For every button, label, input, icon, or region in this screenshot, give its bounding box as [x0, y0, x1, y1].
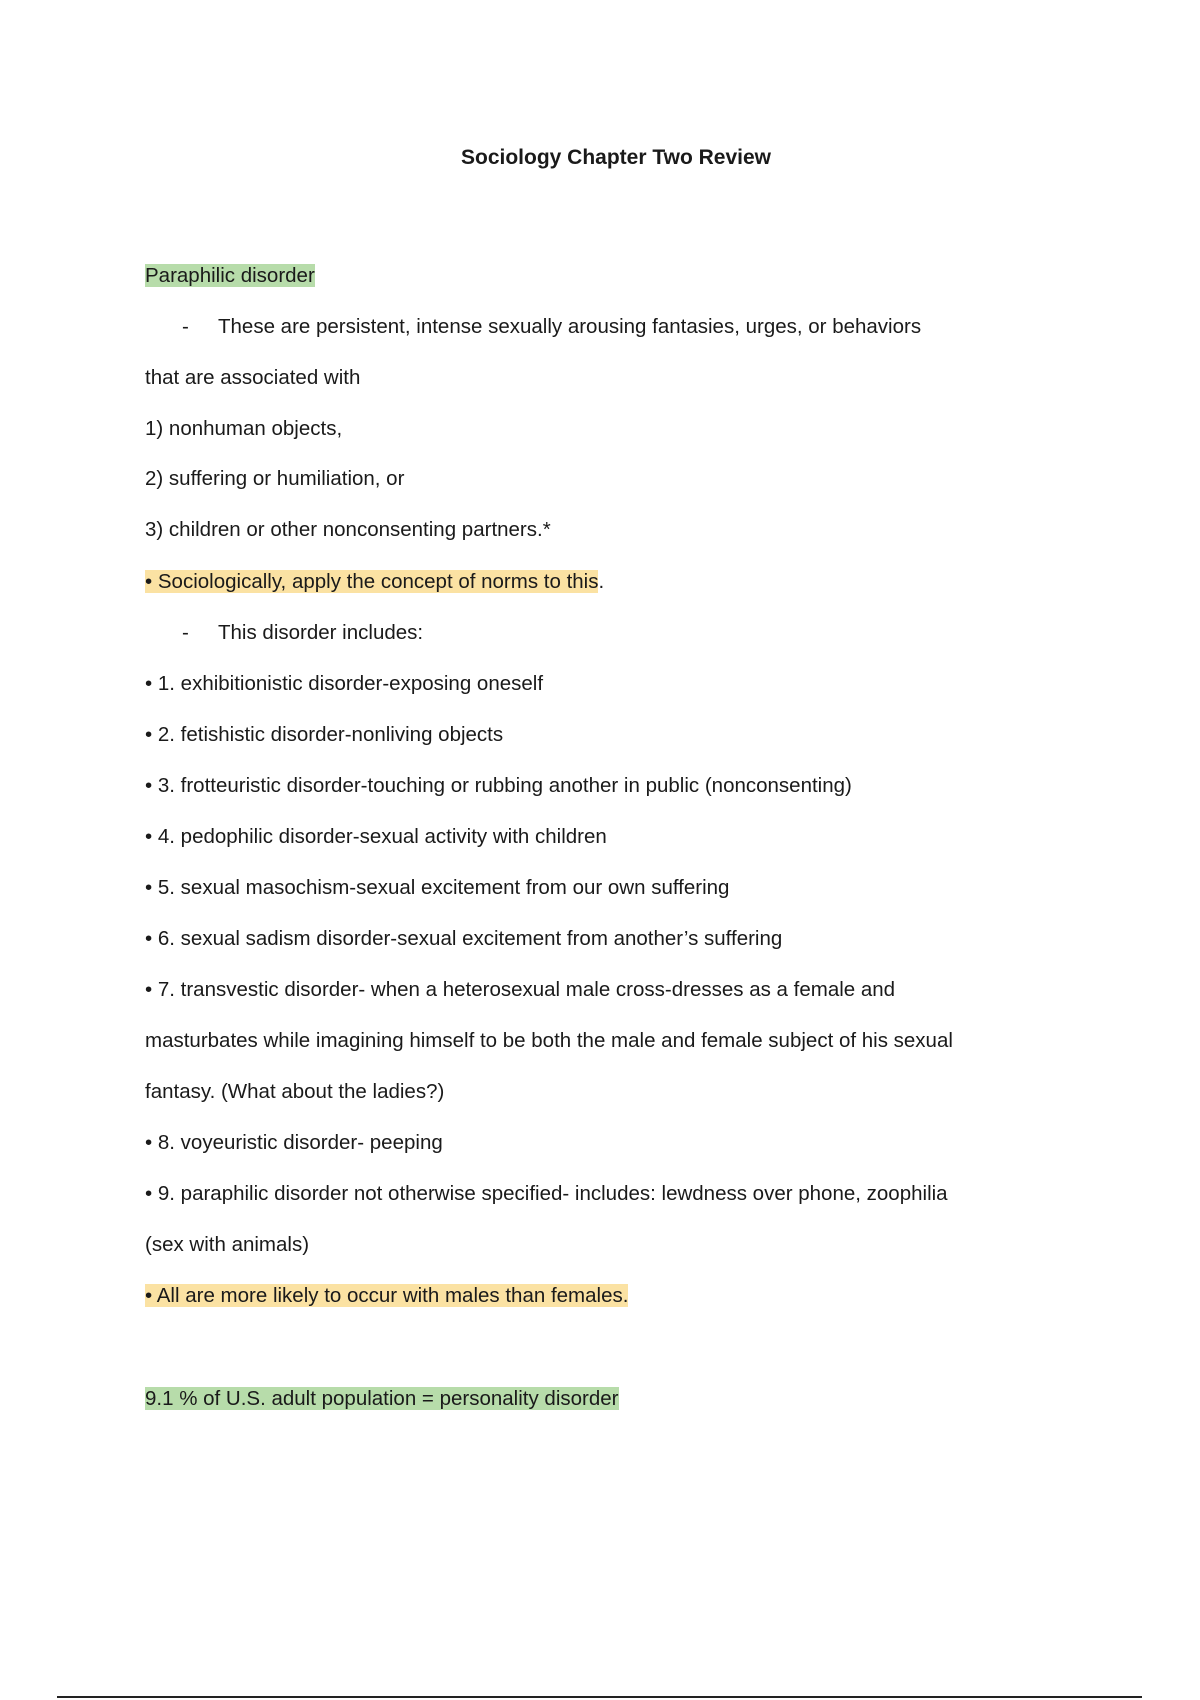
conclusion-note — [145, 1282, 628, 1310]
conclusion-highlight: • All are more likely to occur with males than females. — [145, 1284, 629, 1307]
definition-line-1 — [145, 313, 921, 341]
disorder-item: • 1. exhibitionistic disorder-exposing oneself — [145, 672, 544, 695]
disorder-item-continued: masturbates while imagining himself to be both the male and female subject of his sexual — [145, 1029, 953, 1052]
disorder-item-continued: (sex with animals) — [145, 1233, 310, 1256]
section-heading — [145, 262, 315, 290]
disorder-item: • 6. sexual sadism disorder-sexual excitement from another’s suffering — [145, 927, 783, 950]
list-item-2: 2) suffering or humiliation, or — [145, 467, 405, 490]
list-item-1: 1) nonhuman objects, — [145, 417, 343, 440]
disorder-item: • 7. transvestic disorder- when a heterosexual male cross-dresses as a female and — [145, 978, 896, 1001]
disorder-item: • 5. sexual masochism-sexual excitement from our own suffering — [145, 876, 730, 899]
norms-note-highlight: • Sociologically, apply the concept of norms to this — [145, 570, 599, 593]
definition-line-2: that are associated with — [145, 366, 361, 389]
disorder-item: • 4. pedophilic disorder-sexual activity with children — [145, 825, 607, 848]
section-heading-text: Paraphilic disorder — [145, 264, 315, 287]
list-item-3: 3) children or other nonconsenting partners.* — [145, 518, 551, 541]
statistic-highlight: 9.1 % of U.S. adult population = personality disorder — [145, 1387, 619, 1410]
page-title: Sociology Chapter Two Review — [461, 146, 771, 169]
includes-intro — [145, 619, 423, 647]
disorder-item: • 3. frotteuristic disorder-touching or rubbing another in public (nonconsenting) — [145, 774, 852, 797]
disorder-item: • 2. fetishistic disorder-nonliving objects — [145, 723, 504, 746]
disorder-item-continued: fantasy. (What about the ladies?) — [145, 1080, 445, 1103]
norms-note-tail: . — [598, 570, 605, 593]
includes-intro-text: This disorder includes: — [218, 621, 424, 644]
statistic-line — [145, 1385, 619, 1413]
definition-text: These are persistent, intense sexually arousing fantasies, urges, or behaviors — [218, 315, 922, 338]
dash-bullet: - — [182, 315, 189, 338]
disorder-item: • 8. voyeuristic disorder- peeping — [145, 1131, 443, 1154]
page-bottom-divider — [57, 1696, 1142, 1698]
norms-note — [145, 568, 604, 596]
dash-bullet: - — [182, 621, 189, 644]
disorder-item: • 9. paraphilic disorder not otherwise specified- includes: lewdness over phone, zoophilia — [145, 1182, 948, 1205]
